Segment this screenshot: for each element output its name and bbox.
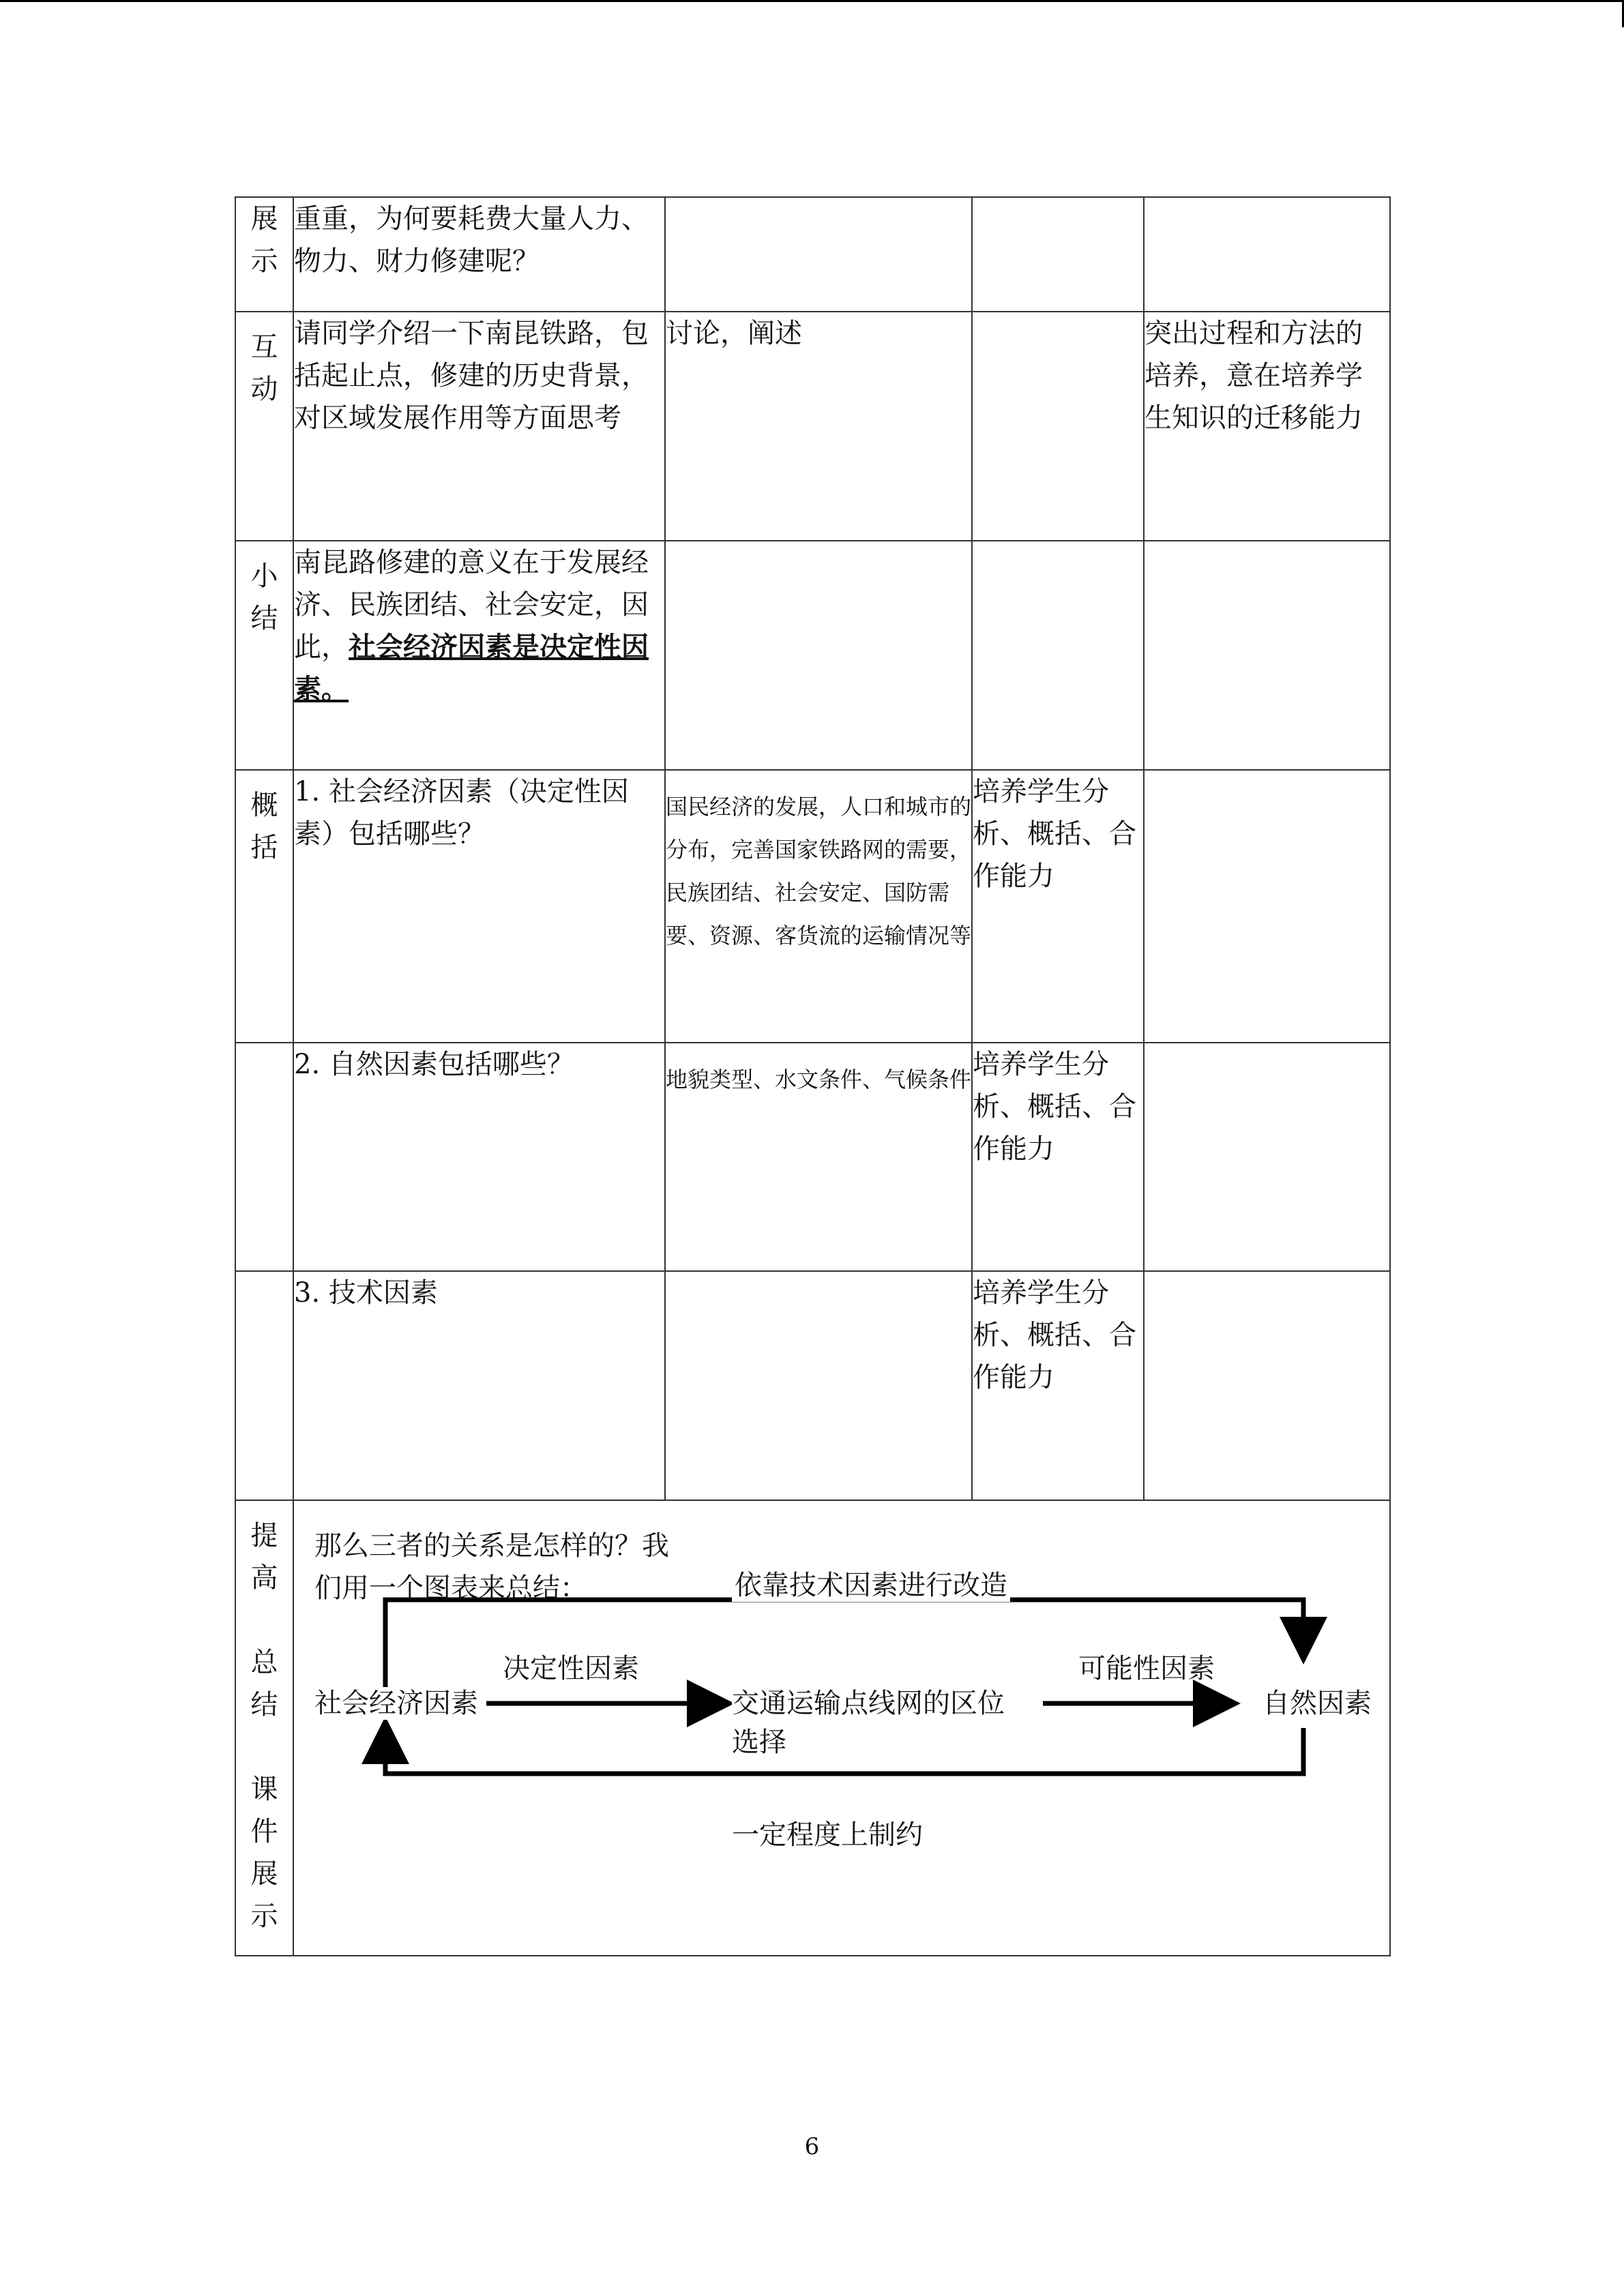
- row-label-char: 动: [250, 374, 278, 405]
- row-label-char: 括: [250, 832, 278, 863]
- content-cell: [293, 541, 665, 770]
- content-cell: 重重，为何要耗费大量人力、物力、财力修建呢？: [293, 197, 665, 312]
- right-arrow-label: 可能性因素: [1078, 1653, 1215, 1684]
- right-node-label: 自然因素: [1263, 1688, 1372, 1719]
- row-label-char: 课: [250, 1774, 278, 1805]
- row-label-char: 概: [250, 790, 278, 821]
- row-label-cell: [235, 197, 293, 312]
- table-row: [235, 770, 1390, 1043]
- row-label-char: 总: [250, 1647, 278, 1678]
- aim-cell: 培养学生分析、概括、合作能力: [972, 1271, 1144, 1500]
- row-label-char: [236, 1726, 293, 1768]
- row-label-char: 结: [250, 1689, 278, 1720]
- activity-cell: [665, 1271, 972, 1500]
- row-label-char: 高: [250, 1562, 278, 1594]
- row-label-cell: [235, 770, 293, 1043]
- row-label-cell: [235, 1500, 293, 1956]
- content-cell: 1. 社会经济因素（决定性因素）包括哪些？: [293, 770, 665, 1043]
- row-label-cell: [235, 1043, 293, 1271]
- row-label-char: 示: [250, 1900, 278, 1932]
- aim-cell: 培养学生分析、概括、合作能力: [972, 770, 1144, 1043]
- note-cell: [1144, 197, 1390, 312]
- activity-cell: 讨论，阐述: [665, 312, 972, 541]
- diagram-question-line-1: 那么三者的关系是怎样的？我: [314, 1530, 669, 1562]
- diagram-cell: [293, 1500, 1390, 1956]
- note-cell: [1144, 770, 1390, 1043]
- top-arrow-label: 依靠技术因素进行改造: [732, 1569, 1010, 1602]
- aim-cell: [972, 197, 1144, 312]
- content-cell: 2. 自然因素包括哪些？: [293, 1043, 665, 1271]
- bottom-loop-arrow: [385, 1726, 1303, 1774]
- aim-cell: [972, 541, 1144, 770]
- table-row: [235, 197, 1390, 312]
- lesson-plan-table: [235, 196, 1391, 1956]
- row-label-char: [236, 1599, 293, 1641]
- summary-text: 南昆路修建的意义在于发展经济、民族团结、社会安定，因此，: [294, 547, 649, 663]
- note-cell: [1144, 1043, 1390, 1271]
- table-row: [235, 1271, 1390, 1500]
- left-arrow-label: 决定性因素: [503, 1653, 639, 1684]
- table-row: [235, 312, 1390, 541]
- aim-cell: [972, 312, 1144, 541]
- row-label-cell: [235, 312, 293, 541]
- aim-cell: 培养学生分析、概括、合作能力: [972, 1043, 1144, 1271]
- row-label-char: 小: [250, 561, 278, 592]
- bottom-arrow-label: 一定程度上制约: [732, 1819, 923, 1851]
- left-node-label: 社会经济因素: [314, 1688, 478, 1719]
- content-cell: 请同学介绍一下南昆铁路，包括起止点，修建的历史背景，对区域发展作用等方面思考: [293, 312, 665, 541]
- row-label-cell: [235, 541, 293, 770]
- summary-emphasis: 社会经济因素是决定性因素。: [294, 631, 649, 705]
- note-cell: [1144, 541, 1390, 770]
- row-label-cell: [235, 1271, 293, 1500]
- table-row: [235, 1500, 1390, 1956]
- row-label-char: 结: [250, 603, 278, 634]
- note-cell: [1144, 1271, 1390, 1500]
- row-label-char: 展: [250, 203, 278, 235]
- table-row: [235, 541, 1390, 770]
- activity-cell: [665, 197, 972, 312]
- row-label-char: 件: [250, 1816, 278, 1847]
- activity-cell: [665, 541, 972, 770]
- row-label-char: 展: [250, 1858, 278, 1890]
- row-label-char: 互: [250, 331, 278, 363]
- table-row: [235, 1043, 1390, 1271]
- activity-cell: 地貌类型、水文条件、气候条件: [665, 1043, 972, 1271]
- center-node-label-line-1: 交通运输点线网的区位: [732, 1688, 1005, 1719]
- note-cell: 突出过程和方法的培养，意在培养学生知识的迁移能力: [1144, 312, 1390, 541]
- page-number: 6: [804, 2133, 820, 2160]
- row-label-char: 提: [250, 1520, 278, 1551]
- content-cell: 3. 技术因素: [293, 1271, 665, 1500]
- activity-cell: 国民经济的发展，人口和城市的分布，完善国家铁路网的需要，民族团结、社会安定、国防需要、资源、客货流的运输情况等: [665, 770, 972, 1043]
- row-label-char: 示: [250, 245, 278, 277]
- diagram-question-line-2: 们用一个图表来总结：: [314, 1572, 587, 1604]
- center-node-label-line-2: 选择: [732, 1727, 786, 1758]
- page-top-border: [0, 0, 1624, 2]
- relationship-diagram: [294, 1501, 1389, 1955]
